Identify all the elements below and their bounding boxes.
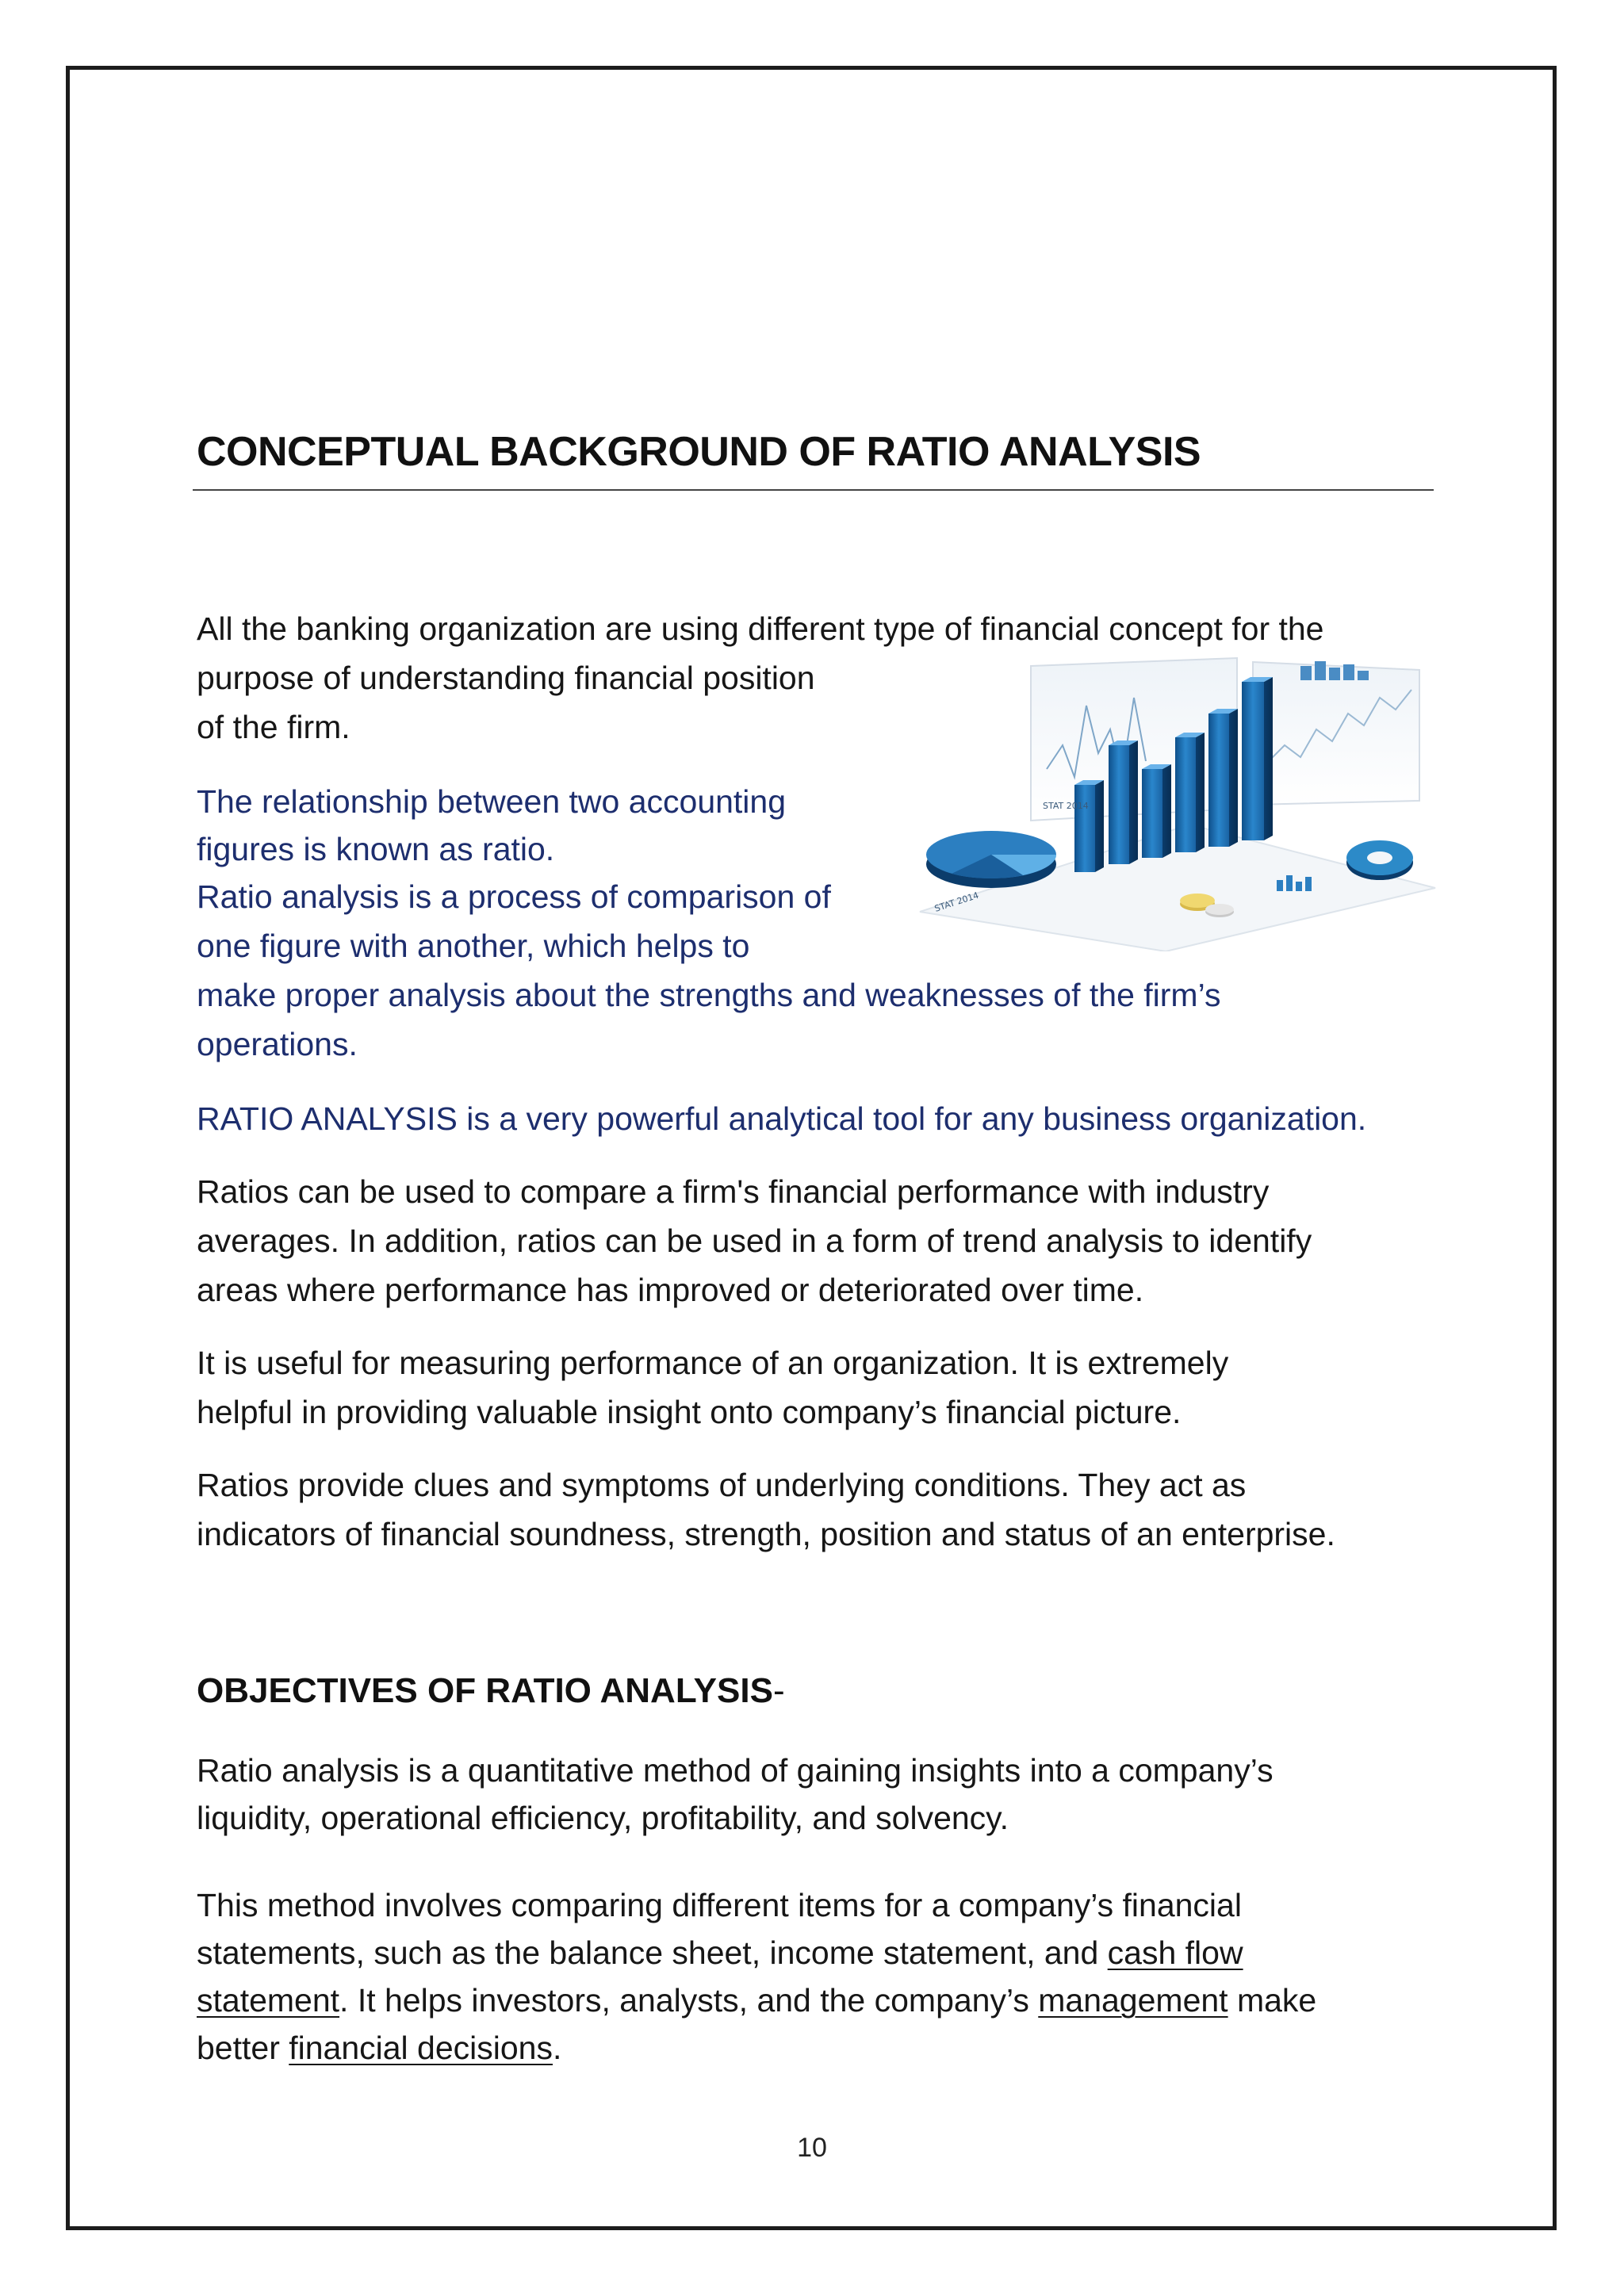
- paragraph-method-line-4-text: better: [197, 2030, 289, 2066]
- title-underline-rule: [193, 489, 1434, 491]
- page-number: 10: [797, 2133, 827, 2163]
- paragraph-intro-line-2: purpose of understanding financial position: [197, 660, 815, 696]
- paragraph-method-line-4-end: .: [552, 2030, 562, 2066]
- paragraph-ratio-definition-line-5: make proper analysis about the strengths and weaknesses of the firm’s: [197, 977, 1221, 1013]
- paragraph-ratio-definition-line-1: The relationship between two accounting: [197, 783, 787, 820]
- link-management[interactable]: management: [1038, 1982, 1228, 2019]
- paragraph-intro-line-1: All the banking organization are using different type of financial concept for the: [197, 610, 1324, 647]
- section-heading-dash: -: [772, 1671, 785, 1710]
- link-statement[interactable]: statement: [197, 1982, 340, 2019]
- financial-chart-illustration: [904, 650, 1443, 951]
- paragraph-ratio-tool: RATIO ANALYSIS is a very powerful analytical tool for any business organization.: [197, 1100, 1367, 1137]
- donut-chart-shape: [1346, 840, 1413, 880]
- paragraph-objectives-line-1: Ratio analysis is a quantitative method of gaining insights into a company’s: [197, 1752, 1274, 1789]
- paragraph-ratio-definition-line-2: figures is known as ratio.: [197, 831, 555, 867]
- paragraph-method-line-2-text: statements, such as the balance sheet, income statement, and: [197, 1934, 1108, 1971]
- paragraph-comparison-line-1: Ratios can be used to compare a firm's financial performance with industry: [197, 1173, 1270, 1210]
- section-heading-objectives: [197, 1671, 785, 1711]
- paragraph-objectives-line-2: liquidity, operational efficiency, profitability, and solvency.: [197, 1800, 1009, 1836]
- paragraph-indicators-line-1: Ratios provide clues and symptoms of underlying conditions. They act as: [197, 1467, 1247, 1503]
- paragraph-intro-line-3: of the firm.: [197, 709, 350, 745]
- paragraph-ratio-definition-line-6: operations.: [197, 1026, 358, 1062]
- paragraph-ratio-definition-line-3: Ratio analysis is a process of comparison of: [197, 878, 831, 915]
- paragraph-indicators-line-2: indicators of financial soundness, strength, position and status of an enterprise.: [197, 1516, 1335, 1552]
- paragraph-method-line-3: [197, 1976, 1316, 2025]
- section-heading-objectives-text: OBJECTIVES OF RATIO ANALYSIS: [197, 1671, 773, 1710]
- paragraph-method-line-3-end: make: [1228, 1982, 1317, 2019]
- paragraph-method-line-1: This method involves comparing different items for a company’s financial: [197, 1887, 1242, 1923]
- paragraph-ratio-definition-line-4: one figure with another, which helps to: [197, 928, 750, 964]
- paragraph-comparison-line-2: averages. In addition, ratios can be used in a form of trend analysis to identify: [197, 1223, 1312, 1259]
- link-financial-decisions[interactable]: financial decisions: [289, 2030, 553, 2066]
- paragraph-comparison-line-3: areas where performance has improved or deteriorated over time.: [197, 1272, 1144, 1308]
- paragraph-usefulness-line-1: It is useful for measuring performance of an organization. It is extremely: [197, 1345, 1229, 1381]
- chart-stat-label-a: STAT 2014: [1043, 801, 1089, 811]
- paragraph-method-line-3-text: . It helps investors, analysts, and the company’s: [339, 1982, 1039, 2019]
- page-title: CONCEPTUAL BACKGROUND OF RATIO ANALYSIS: [197, 429, 1201, 475]
- pie-chart-shape: [926, 831, 1056, 888]
- chart-stat-label-b: STAT 2014: [933, 890, 980, 914]
- paragraph-method-line-4: [197, 2023, 561, 2072]
- paragraph-usefulness-line-2: helpful in providing valuable insight onto company’s financial picture.: [197, 1394, 1182, 1430]
- link-cash-flow[interactable]: cash flow: [1107, 1934, 1243, 1971]
- paragraph-method-line-2: [197, 1928, 1243, 1977]
